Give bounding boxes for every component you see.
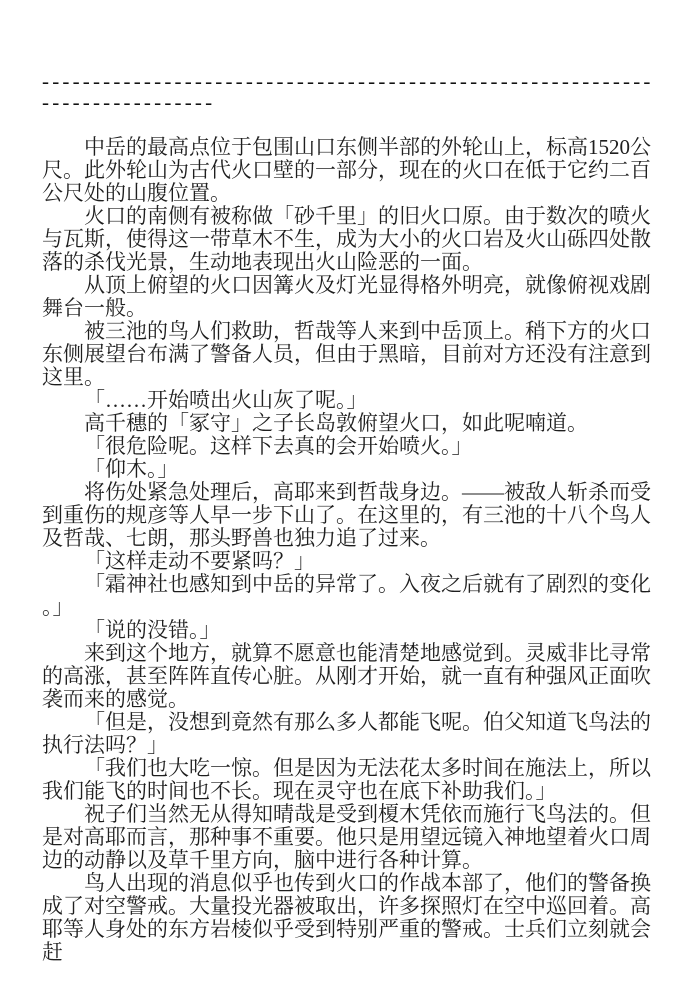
paragraph: 中岳的最高点位于包围山口东侧半部的外轮山上，标高1520公尺。此外轮山为古代火口壁的一部分，现在的火口在低于它约二百公尺处的山腹位置。 (42, 135, 651, 205)
paragraph: 来到这个地方，就算不愿意也能清楚地感觉到。灵威非比寻常的高涨，甚至阵阵直传心脏。从刚才开始，就一直有种强风正面吹袭而来的感觉。 (42, 641, 651, 711)
paragraph: 「仰木。」 (84, 457, 179, 481)
paragraph: 火口的南侧有被称做「砂千里」的旧火口原。由于数次的喷火与瓦斯，使得这一带草木不生，成为大小的火口岩及火山砾四处散落的杀伐光景，生动地表现出火山险恶的一面。 (42, 204, 651, 274)
paragraph: 将伤处紧急处理后，高耶来到哲哉身边。——被敌人斩杀而受到重伤的规彦等人早一步下山了。在这里的，有三池的十八个鸟人及哲哉、七朗，那头野兽也独力追了过来。 (42, 480, 651, 550)
paragraph: 祝子们当然无从得知晴哉是受到榎木凭依而施行飞鸟法的。但是对高耶而言，那种事不重要。他只是用望远镜入神地望着火口周边的动静以及草千里方向，脑中进行各种计算。 (42, 802, 651, 872)
paragraph: 「很危险呢。这样下去真的会开始喷火。」 (84, 434, 473, 458)
paragraph: 「……开始喷出火山灰了呢。」 (84, 388, 368, 412)
paragraph: 「霜神社也感知到中岳的异常了。入夜之后就有了剧烈的变化。」 (42, 572, 651, 619)
paragraph: 「但是，没想到竟然有那么多人都能飞呢。伯父知道飞鸟法的执行法吗？」 (42, 710, 651, 757)
body-text (42, 136, 660, 964)
paragraph: 「这样走动不要紧吗？」 (84, 549, 315, 573)
section-separator: ----------------------------------------------------------------------------- (42, 69, 654, 114)
paragraph: 「说的没错。」 (84, 618, 221, 642)
paragraph: 「我们也大吃一惊。但是因为无法花太多时间在施法上，所以我们能飞的时间也不长。现在灵守也在底下补助我们。」 (42, 756, 651, 803)
paragraph: 鸟人出现的消息似乎也传到火口的作战本部了，他们的警备换成了对空警戒。大量投光器被取出，许多探照灯在空中巡回着。高耶等人身处的东方岩棱似乎受到特别严重的警戒。士兵们立刻就会赶 (42, 871, 651, 964)
paragraph: 从顶上俯望的火口因篝火及灯光显得格外明亮，就像俯视戏剧舞台一般。 (42, 273, 651, 320)
paragraph: 被三池的鸟人们救助，哲哉等人来到中岳顶上。稍下方的火口东侧展望台布满了警备人员，但由于黑暗，目前对方还没有注意到这里。 (42, 319, 651, 389)
paragraph: 高千穗的「冢守」之子长岛敦俯望火口，如此呢喃道。 (84, 411, 588, 435)
